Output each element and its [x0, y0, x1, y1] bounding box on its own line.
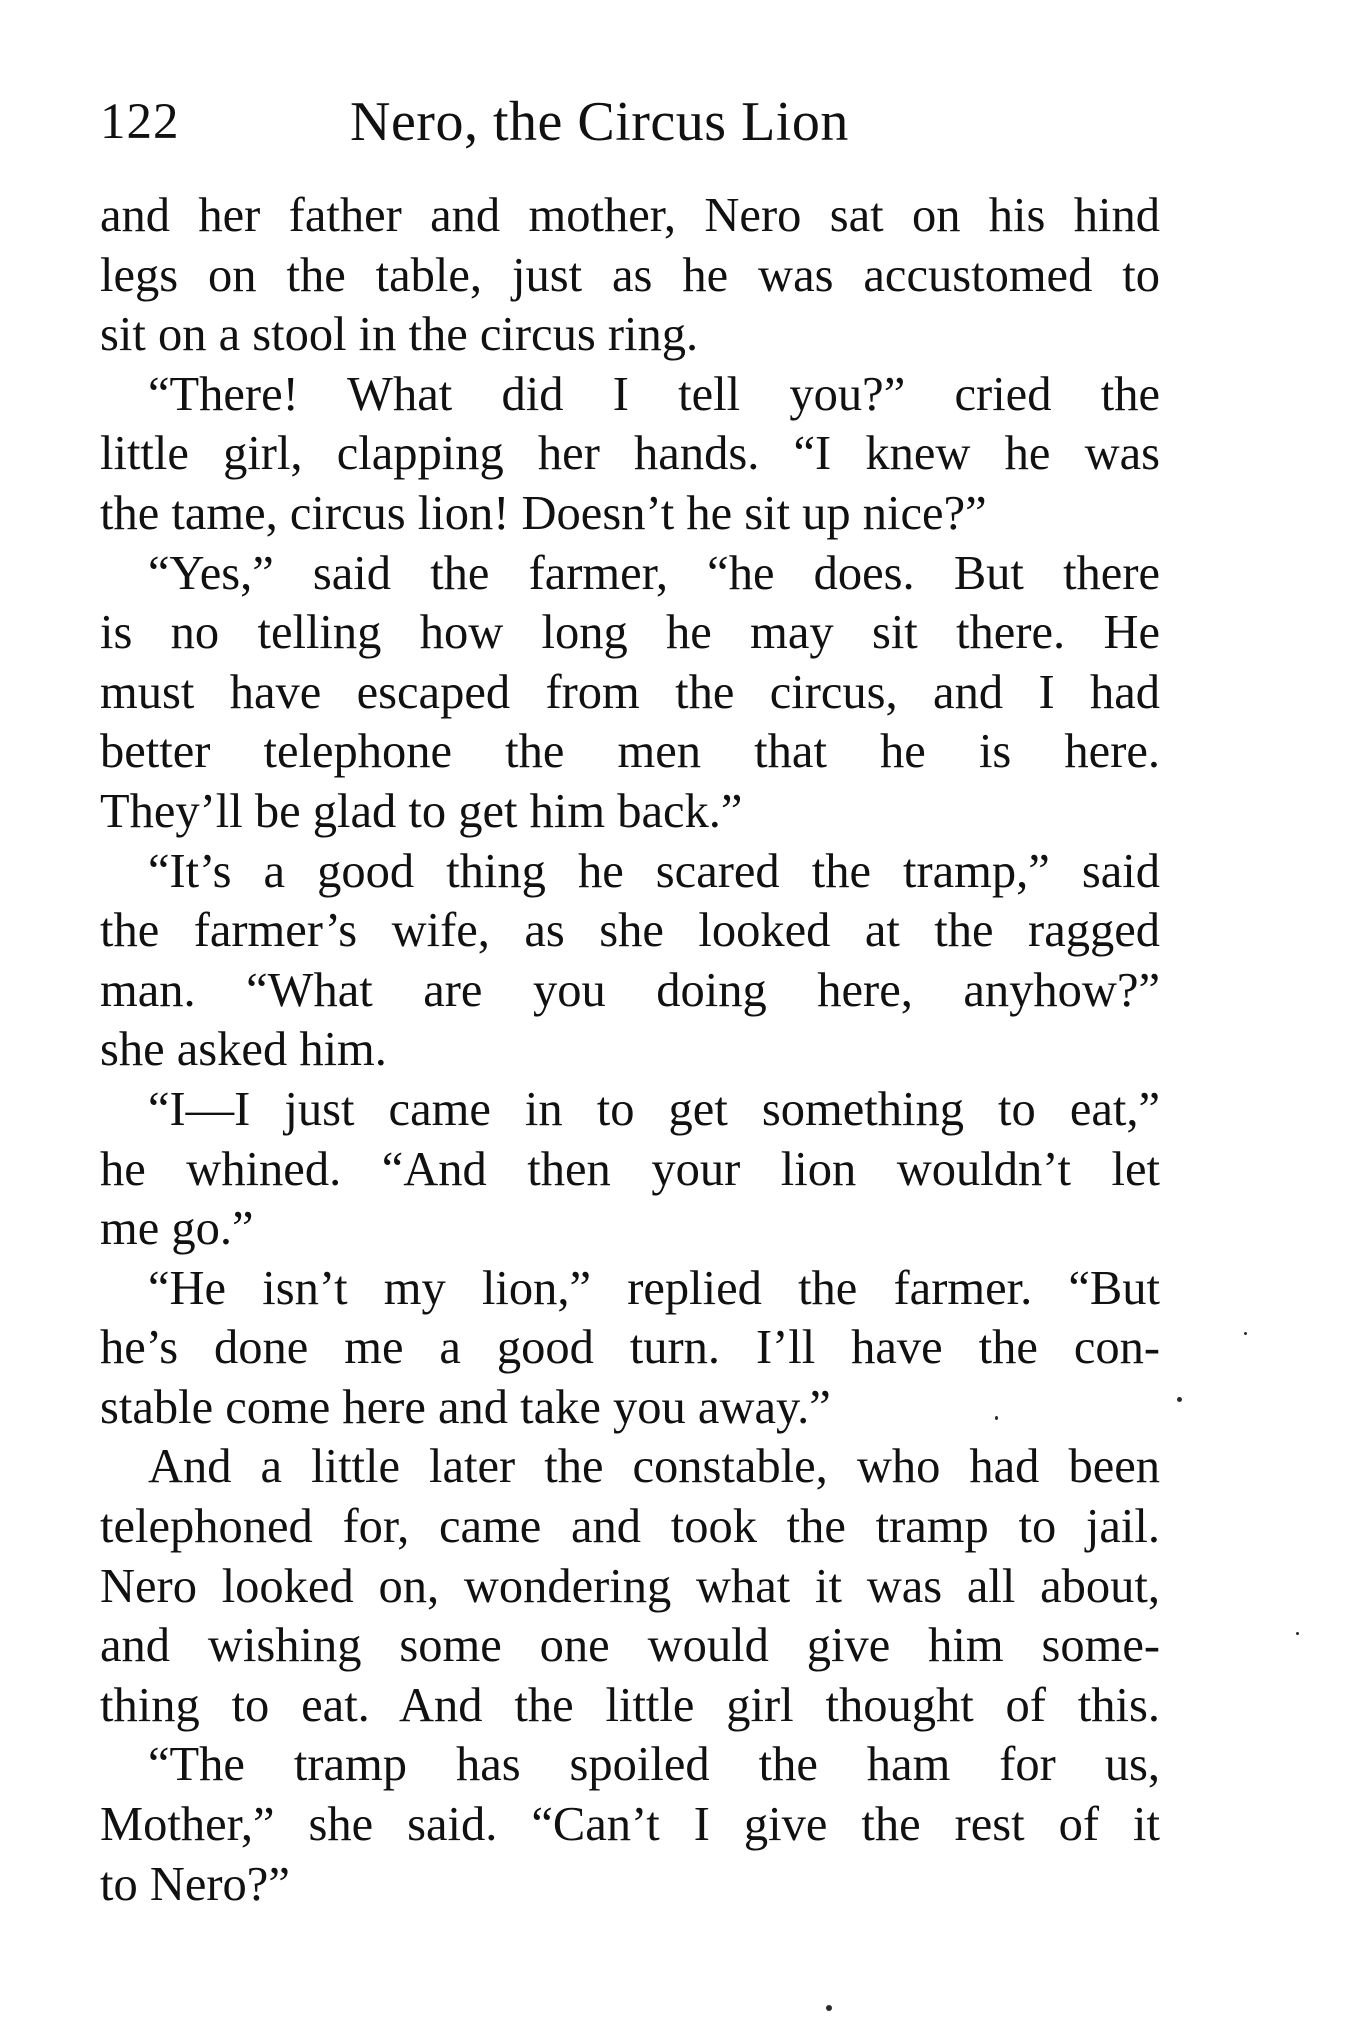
text-line: “He isn’t my lion,” replied the farmer. “But — [148, 1261, 1160, 1315]
text-line: “It’s a good thing he scared the tramp,” said — [148, 844, 1160, 898]
text-line: me go.” — [100, 1202, 254, 1256]
text-line: Mother,” she said. “Can’t I give the rest of it — [100, 1798, 1160, 1852]
text-line: the farmer’s wife, as she looked at the ragged — [100, 904, 1160, 958]
page-number: 122 — [100, 94, 180, 150]
text-line: sit on a stool in the circus ring. — [100, 308, 699, 362]
text-line: stable come here and take you away.” — [100, 1380, 831, 1434]
text-line: thing to eat. And the little girl thought of this. — [100, 1678, 1160, 1732]
running-title: Nero, the Circus Lion — [350, 91, 849, 153]
text-line: is no telling how long he may sit there. He — [100, 606, 1160, 660]
body-text — [100, 186, 1160, 1914]
text-line: he’s done me a good turn. I’ll have the con- — [100, 1321, 1160, 1375]
text-line: Nero looked on, wondering what it was all about, — [100, 1559, 1160, 1613]
text-line: and wishing some one would give him some- — [100, 1619, 1160, 1673]
page-header — [100, 82, 1160, 162]
text-line: legs on the table, just as he was accustomed to — [100, 248, 1160, 302]
text-line: “Yes,” said the farmer, “he does. But there — [148, 546, 1160, 600]
text-line: to Nero?” — [100, 1857, 290, 1911]
text-line: They’ll be glad to get him back.” — [100, 784, 743, 838]
text-line: “I—I just came in to get something to eat,” — [148, 1082, 1160, 1136]
text-line: he whined. “And then your lion wouldn’t let — [100, 1142, 1160, 1196]
text-line: “There! What did I tell you?” cried the — [148, 367, 1160, 421]
text-line: And a little later the constable, who had been — [148, 1440, 1160, 1494]
text-line: must have escaped from the circus, and I had — [100, 665, 1160, 719]
text-line: “The tramp has spoiled the ham for us, — [148, 1738, 1160, 1792]
text-line: she asked him. — [100, 1023, 387, 1077]
text-line: and her father and mother, Nero sat on his hind — [100, 189, 1160, 242]
text-line: man. “What are you doing here, anyhow?” — [100, 963, 1160, 1017]
text-line: the tame, circus lion! Doesn’t he sit up nice?” — [100, 486, 987, 540]
text-line: telephoned for, came and took the tramp to jail. — [100, 1500, 1160, 1554]
text-line: little girl, clapping her hands. “I knew he was — [100, 427, 1160, 481]
text-line: better telephone the men that he is here. — [100, 725, 1160, 779]
